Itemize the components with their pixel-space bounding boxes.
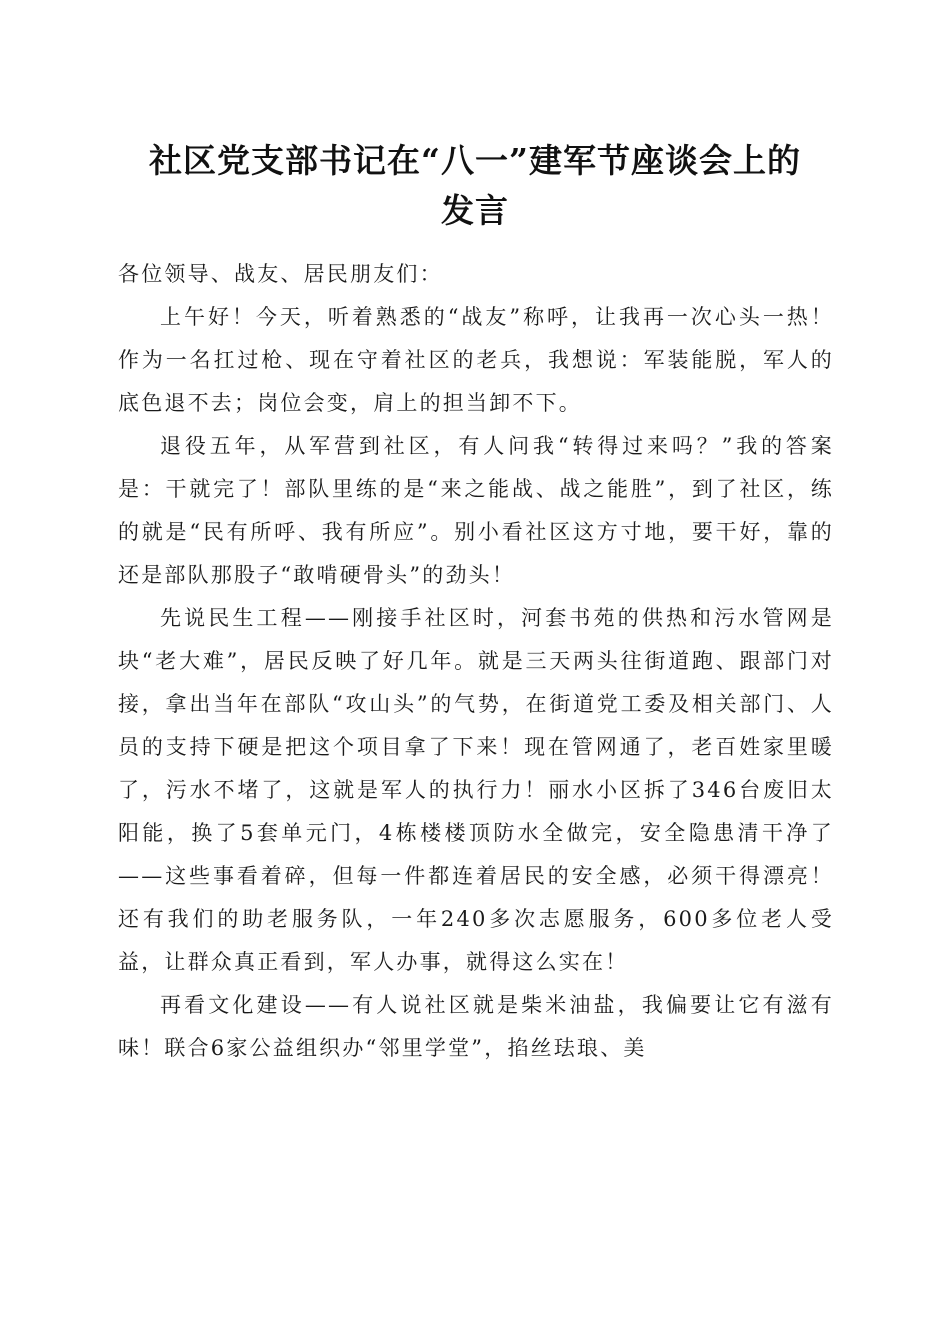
document-body (118, 253, 834, 1070)
title-line-1: 社区党支部书记在“八一”建军节座谈会上的 (149, 141, 801, 180)
paragraph-cultural-construction: 再看文化建设——有人说社区就是柴米油盐，我偏要让它有滋有味！联合6家公益组织办“邻里学堂”，掐丝珐琅、美 (118, 993, 834, 1060)
title-line-2: 发言 (441, 191, 509, 230)
paragraph-retirement: 退役五年，从军营到社区，有人问我“转得过来吗？”我的答案是：干就完了！部队里练的是“来之能战、战之能胜”，到了社区，练的就是“民有所呼、我有所应”。别小看社区这方寸地，要干好，靠的还是部队那股子“敢啃硬骨头”的劲头！ (118, 434, 834, 587)
salutation: 各位领导、战友、居民朋友们： (118, 262, 443, 286)
document-title (110, 136, 840, 236)
paragraph-greeting: 上午好！今天，听着熟悉的“战友”称呼，让我再一次心头一热！作为一名扛过枪、现在守着社区的老兵，我想说：军装能脱，军人的底色退不去；岗位会变，肩上的担当卸不下。 (118, 305, 834, 415)
paragraph-livelihood-projects: 先说民生工程——刚接手社区时，河套书苑的供热和污水管网是块“老大难”，居民反映了好几年。就是三天两头往街道跑、跟部门对接，拿出当年在部队“攻山头”的气势，在街道党工委及相关部门、人员的支持下硬是把这个项目拿了下来！现在管网通了，老百姓家里暖了，污水不堵了，这就是军人的执行力！丽水小区拆了346台废旧太阳能，换了5套单元门，4栋楼楼顶防水全做完，安全隐患清干净了——这些事看着碎，但每一件都连着居民的安全感，必须干得漂亮！还有我们的助老服务队，一年240多次志愿服务，600多位老人受益，让群众真正看到，军人办事，就得这么实在！ (118, 606, 834, 974)
